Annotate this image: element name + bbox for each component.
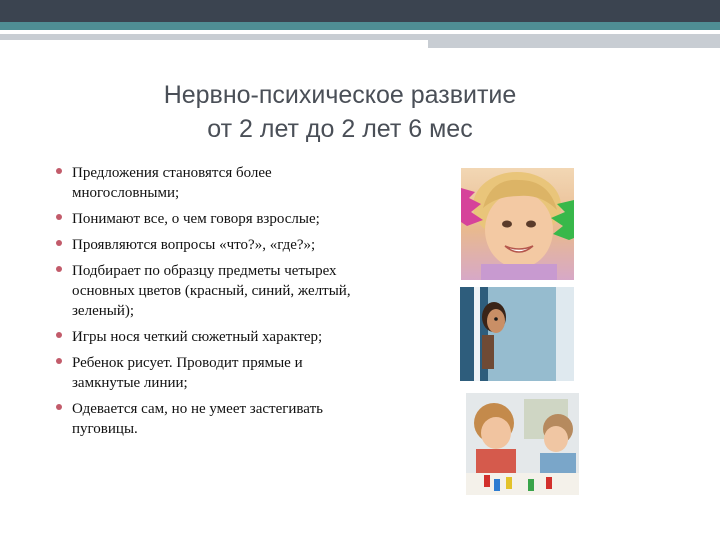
- bullet-icon: [56, 214, 62, 220]
- bullet-text: Понимают все, о чем говоря взрослые;: [72, 211, 320, 227]
- header-light-bar-left: [0, 34, 428, 40]
- bullet-text: Проявляются вопросы «что?», «где?»;: [72, 237, 316, 253]
- bullet-item: [54, 327, 354, 347]
- bullet-item: [54, 353, 354, 393]
- bullet-text: Предложения становятся более многословными;: [72, 165, 272, 201]
- bullet-text: Подбирает по образцу предметы четырех основных цветов (красный, синий, желтый, зеленый);: [72, 263, 351, 319]
- bullet-icon: [56, 358, 62, 364]
- bullet-list: [54, 163, 354, 445]
- slide-title-line-2: от 2 лет до 2 лет 6 мес: [207, 115, 473, 143]
- children-drawing-at-table-photo: [466, 393, 579, 495]
- bullet-item: [54, 399, 354, 439]
- children-drawing-at-table-image: [466, 393, 579, 495]
- bullet-text: Ребенок рисует. Проводит прямые и замкнутые линии;: [72, 355, 303, 391]
- bullet-item: [54, 209, 354, 229]
- bullet-item: [54, 235, 354, 255]
- slide-title-line-1: Нервно-психическое развитие: [163, 81, 517, 109]
- child-peeking-behind-door-image: [460, 287, 574, 381]
- bullet-item: [54, 163, 354, 203]
- child-with-painted-hands-image: [461, 168, 574, 280]
- slide-title: [60, 78, 620, 146]
- header-dark-band: [0, 0, 720, 22]
- bullet-icon: [56, 404, 62, 410]
- bullet-icon: [56, 332, 62, 338]
- bullet-icon: [56, 168, 62, 174]
- bullet-item: [54, 261, 354, 321]
- bullet-text: Одевается сам, но не умеет застегивать пуговицы.: [72, 401, 323, 437]
- bullet-icon: [56, 240, 62, 246]
- bullet-text: Игры нося четкий сюжетный характер;: [72, 329, 323, 345]
- child-with-painted-hands-photo: [461, 168, 574, 280]
- child-peeking-behind-door-photo: [460, 287, 574, 381]
- header-teal-line: [0, 22, 720, 30]
- bullet-icon: [56, 266, 62, 272]
- header-light-bar-right: [428, 34, 720, 48]
